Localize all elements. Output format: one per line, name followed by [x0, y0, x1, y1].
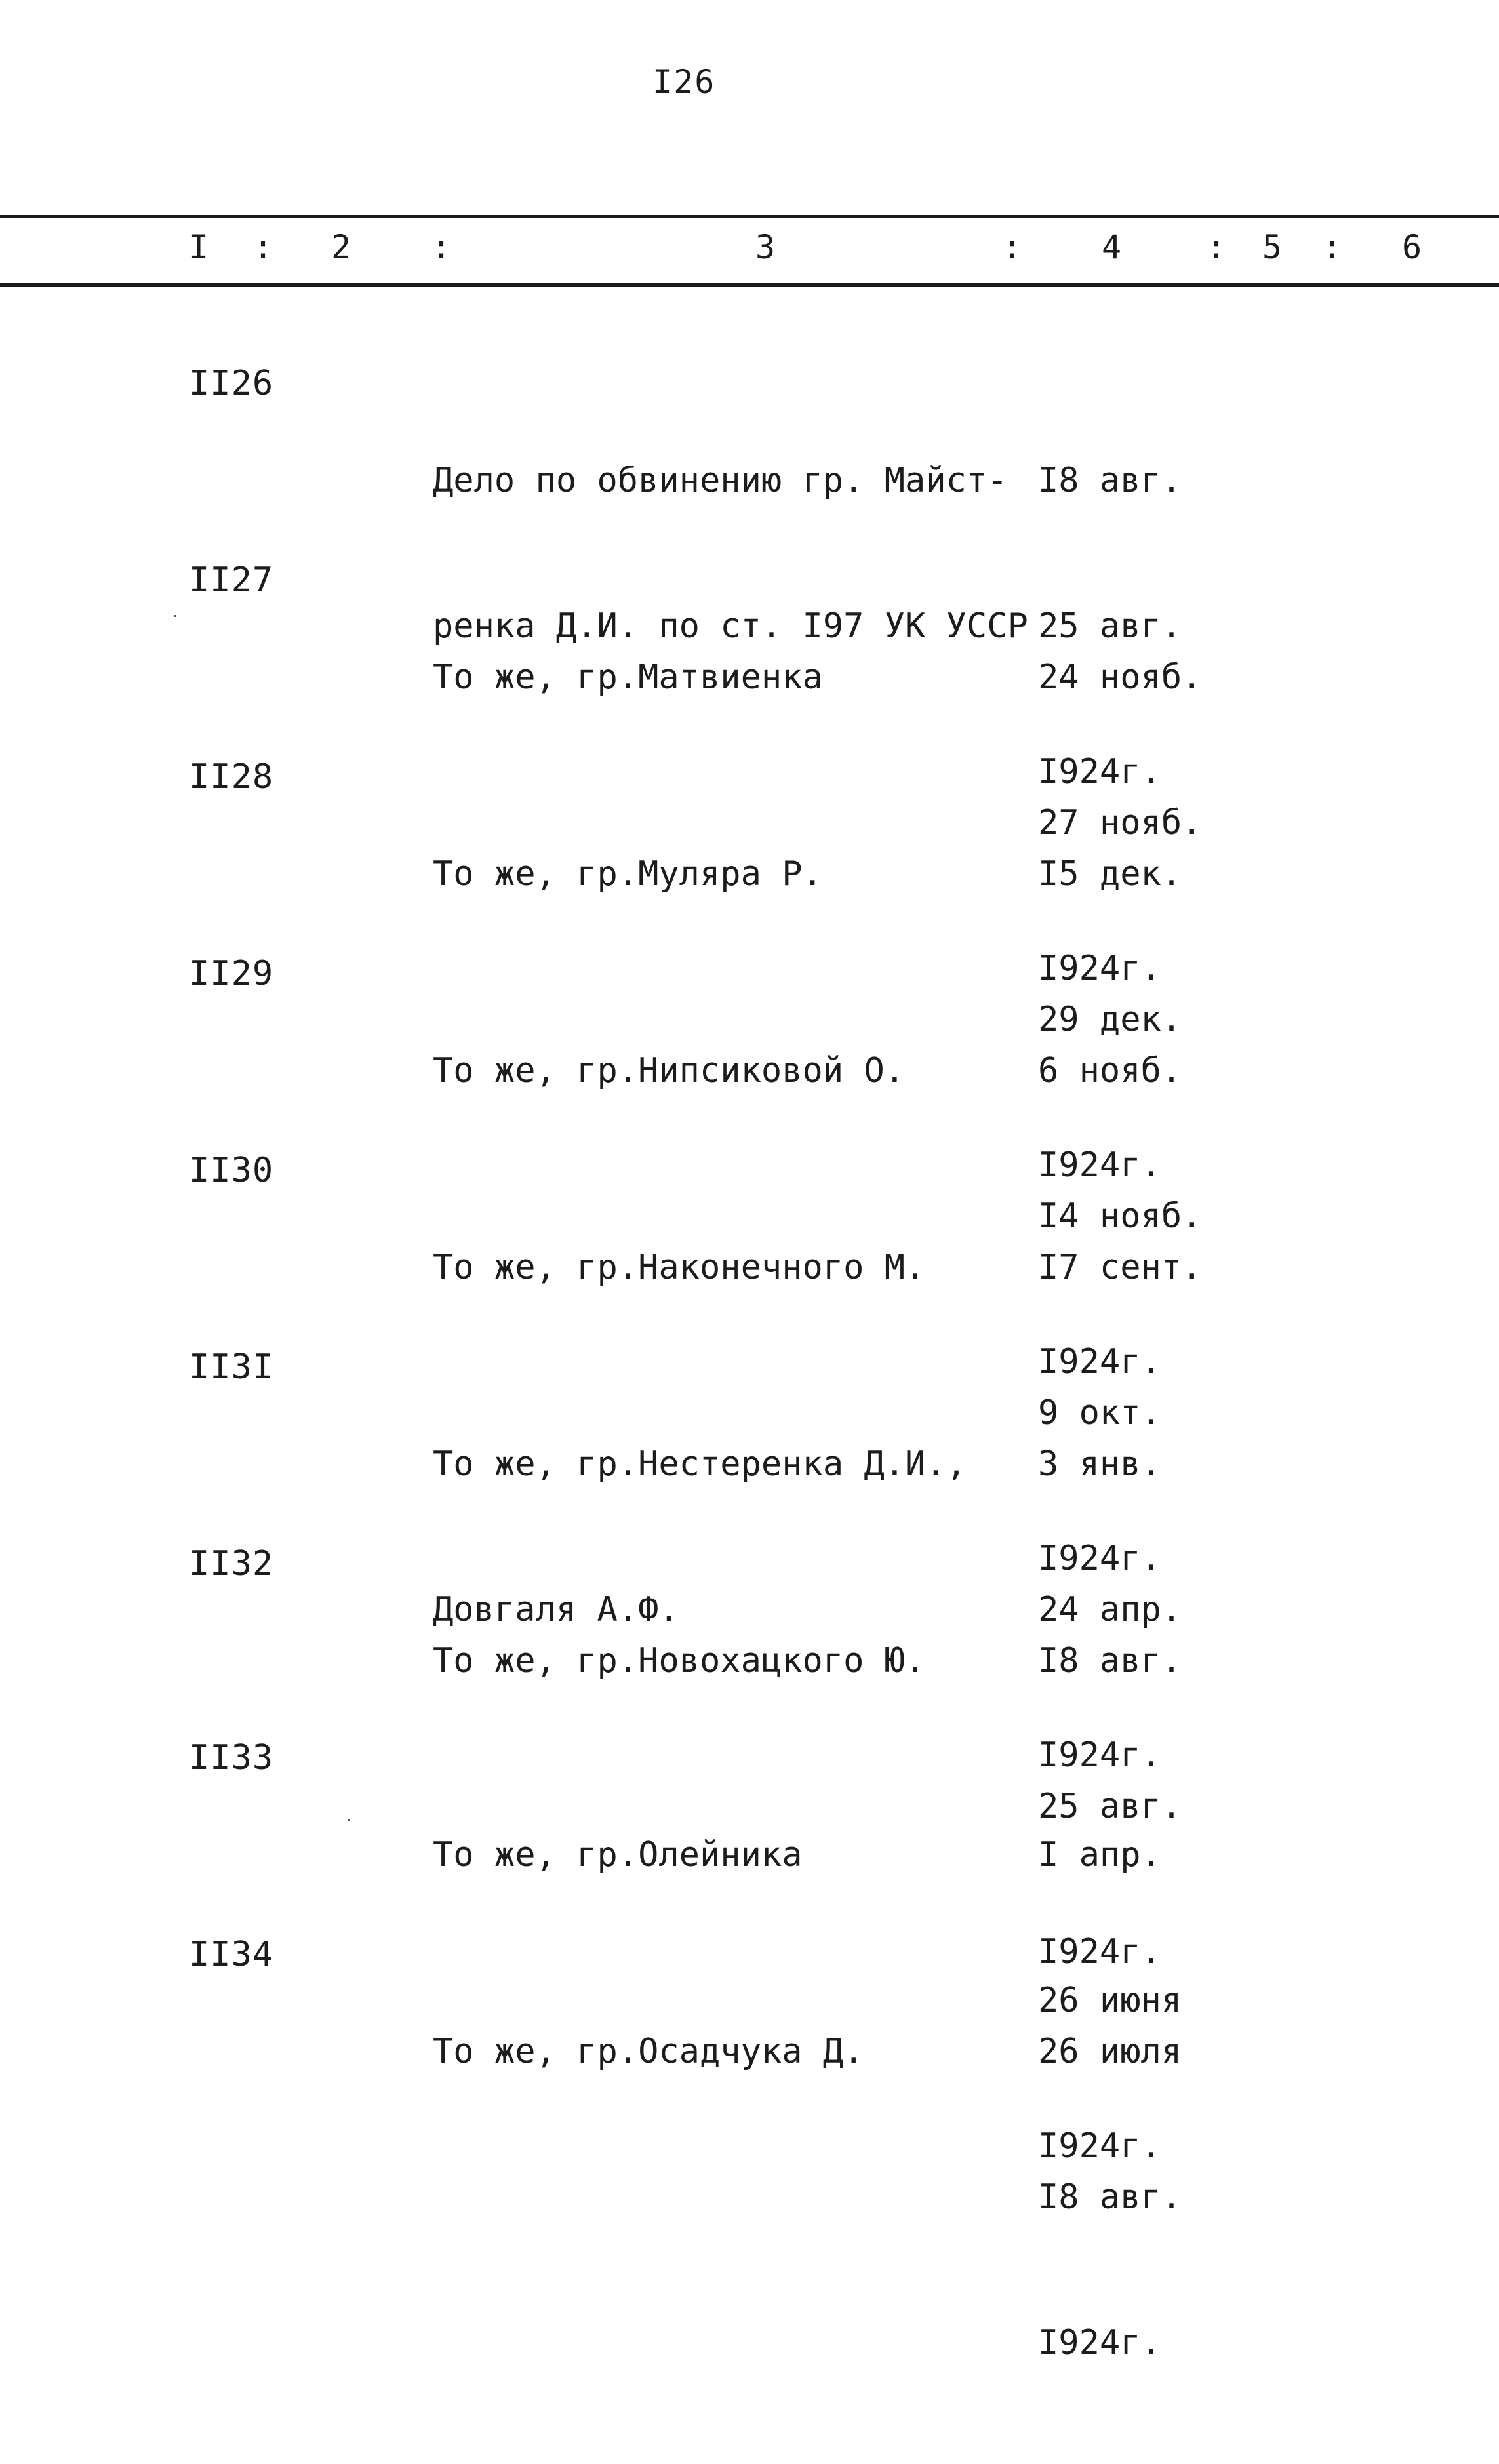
entry-date-end: 25 авг. — [1038, 606, 1182, 646]
entry-number: II27 — [189, 561, 274, 600]
page-number: I26 — [652, 63, 716, 101]
entry-year: I924г. — [1038, 1539, 1161, 1578]
column-header-5: 5 — [1262, 228, 1283, 266]
header-top-rule — [0, 215, 1499, 218]
entry-number: II34 — [189, 1935, 274, 1974]
entry-year: I924г. — [1038, 2126, 1161, 2166]
entry-date-end: 9 окт. — [1038, 1393, 1161, 1433]
entry-date-start: 26 июля — [1038, 2032, 1182, 2071]
entry-date-start: 6 нояб. — [1038, 1051, 1182, 1090]
entry-year: I924г. — [1038, 1736, 1161, 1775]
entry-description-line: То же, гр.Осадчука Д. — [433, 2032, 864, 2071]
scan-speck — [348, 1819, 350, 1821]
entry-year: I924г. — [1038, 2323, 1161, 2362]
entry-dates — [1038, 1930, 1182, 2464]
entry-number: II26 — [189, 364, 274, 403]
entry-date-end: I8 авг. — [1038, 2177, 1182, 2217]
column-separator: : — [431, 228, 452, 266]
column-header-row — [0, 223, 1499, 275]
column-header-4: 4 — [1102, 228, 1122, 266]
entry-date-start: I5 дек. — [1038, 854, 1182, 894]
entry-number: II30 — [189, 1151, 274, 1190]
entry-date-start: I8 авг. — [1038, 461, 1182, 500]
column-header-2: 2 — [331, 228, 351, 266]
column-header-1: I — [189, 228, 209, 266]
entry-description-line: Дело по обвинению гр. Майст- — [433, 461, 1008, 500]
entry-date-start: 24 нояб. — [1038, 658, 1203, 697]
entry-description-line: То же, гр.Нипсиковой О. — [433, 1051, 906, 1090]
column-separator: : — [253, 228, 273, 266]
entry-date-start: I8 авг. — [1038, 1641, 1182, 1680]
entry-description — [433, 1930, 1036, 2173]
entry-year: I924г. — [1038, 752, 1161, 791]
entry-date-start: I апр. — [1038, 1835, 1161, 1875]
entry-date-end: 27 нояб. — [1038, 803, 1203, 843]
entry-description-line: То же, гр.Матвиенка — [433, 658, 823, 697]
entry-description-line: То же, гр.Муляра Р. — [433, 854, 823, 894]
entry-number: II3I — [189, 1347, 274, 1387]
entry-date-end: 25 авг. — [1038, 1787, 1182, 1826]
entry-date-start: I7 сент. — [1038, 1248, 1203, 1287]
entry-number: II33 — [189, 1738, 274, 1778]
entry-date-end: 29 дек. — [1038, 1000, 1182, 1039]
column-separator: : — [1322, 228, 1342, 266]
entry-date-start: 3 янв. — [1038, 1444, 1161, 1484]
entry-date-end: I4 нояб. — [1038, 1197, 1203, 1236]
entry-number: II32 — [189, 1544, 274, 1583]
entry-description-line: То же, гр.Наконечного М. — [433, 1248, 926, 1287]
entry-year: I924г. — [1038, 1932, 1161, 1972]
entry-number: II28 — [189, 757, 274, 797]
header-bottom-rule — [0, 283, 1499, 287]
column-separator: : — [1002, 228, 1022, 266]
entry-description-line: ренка Д.И. по ст. I97 УК УССР — [433, 606, 1028, 646]
entry-description-line: То же, гр.Олейника — [433, 1835, 803, 1875]
entry-description-line: То же, гр.Нестеренка Д.И., — [433, 1444, 967, 1484]
column-header-3: 3 — [755, 228, 776, 266]
scan-speck — [174, 615, 176, 617]
column-separator: : — [1207, 228, 1227, 266]
entry-number: II29 — [189, 954, 274, 993]
entry-description-line: Довгаля А.Ф. — [433, 1590, 679, 1629]
entry-date-end: 24 апр. — [1038, 1590, 1182, 1629]
entry-year: I924г. — [1038, 1145, 1161, 1185]
list-item — [0, 1930, 1499, 2362]
entry-year: I924г. — [1038, 1342, 1161, 1381]
column-header-6: 6 — [1402, 228, 1422, 266]
entry-year: I924г. — [1038, 949, 1161, 988]
entry-description-line: То же, гр.Новохацкого Ю. — [433, 1641, 926, 1680]
entry-date-end: 26 июня — [1038, 1981, 1182, 2020]
